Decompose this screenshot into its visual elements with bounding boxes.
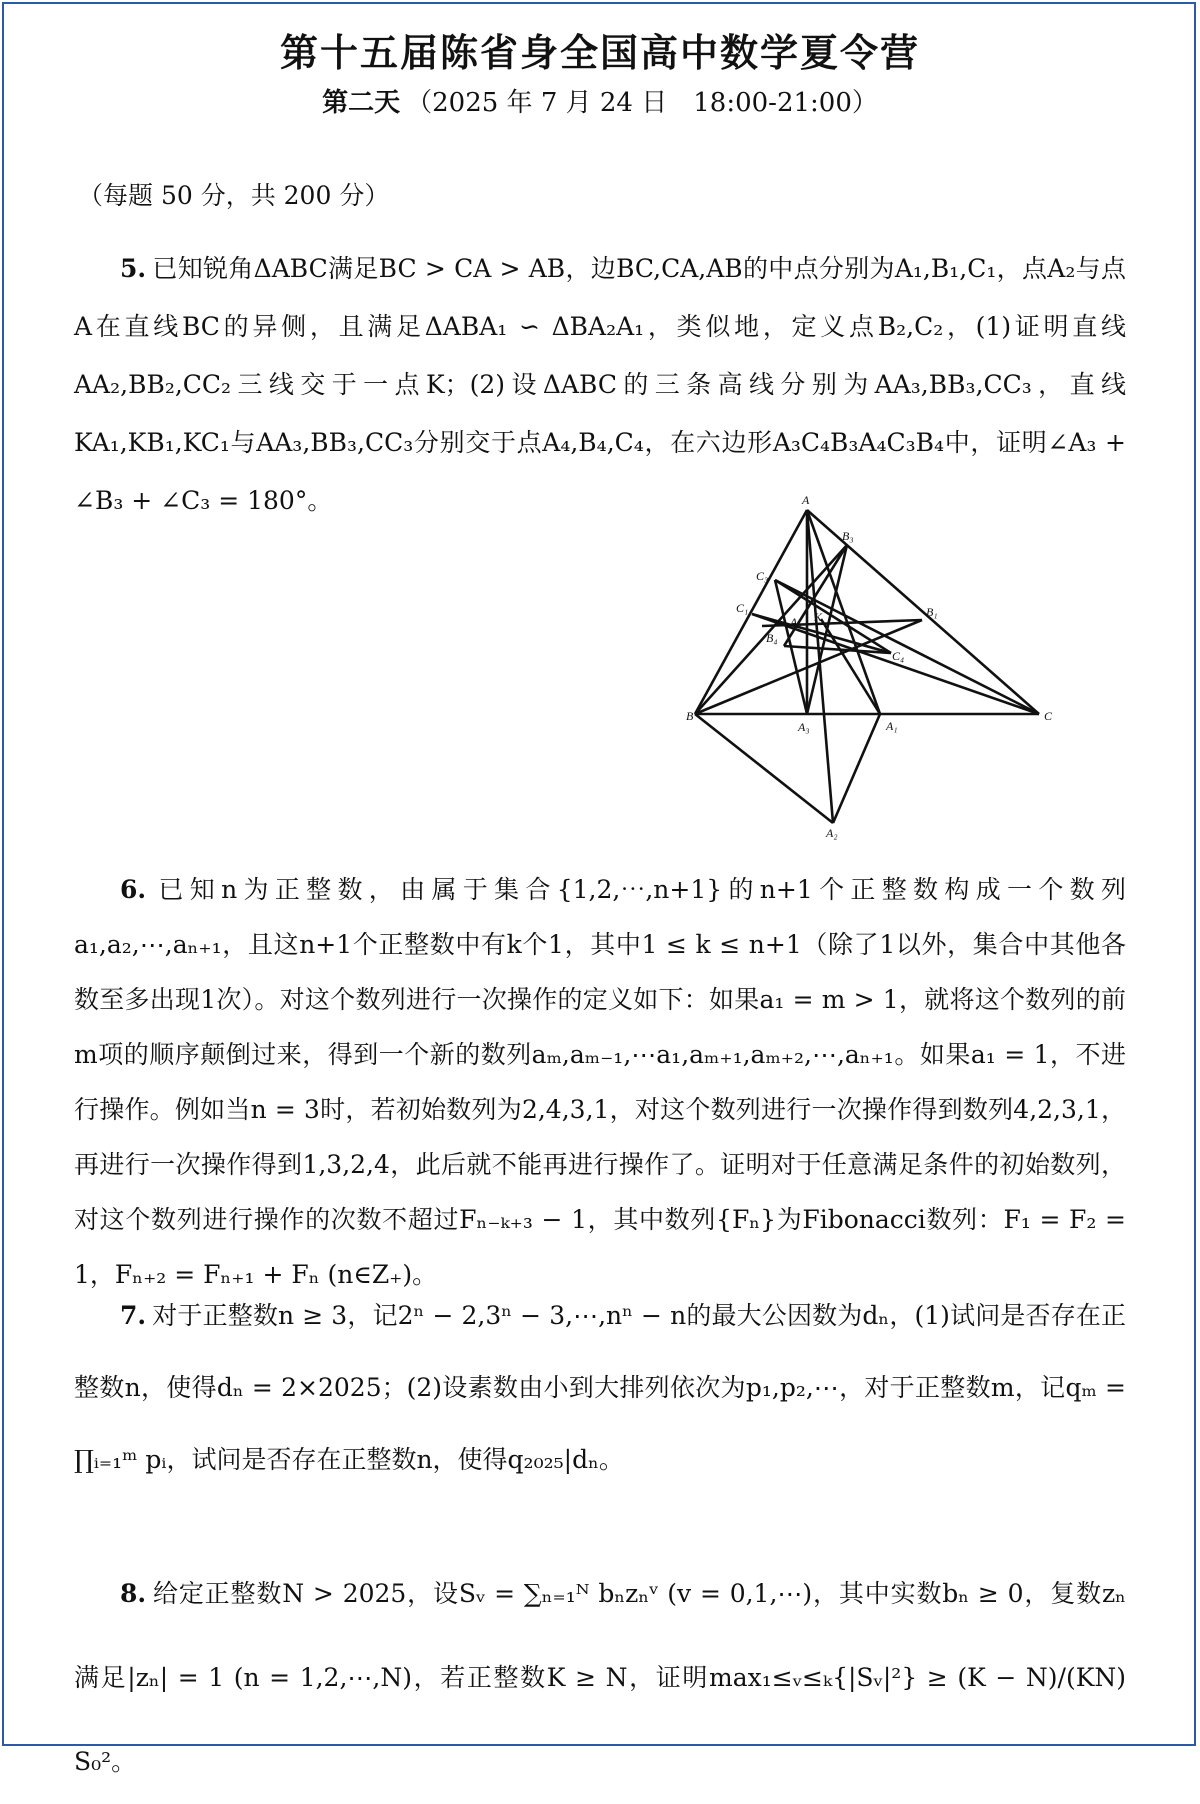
label-a: A [802, 493, 810, 507]
geometry-figure [686, 480, 1096, 840]
label-b3: B₃ [842, 529, 854, 543]
triangle-diagram [686, 480, 1096, 840]
edge-a1-a2 [833, 714, 880, 823]
label-a3: A₃ [798, 720, 810, 734]
problem-8 [74, 1552, 1126, 1804]
exam-day-heading [0, 82, 1200, 119]
problem-number: 7. [120, 1301, 147, 1330]
label-a2: A₂ [826, 826, 838, 840]
problem-6 [74, 862, 1126, 1302]
label-c1: C₁ [736, 601, 749, 615]
exam-time: （2025 年 7 月 24 日 18:00-21:00） [406, 88, 878, 118]
label-a1: A₁ [886, 719, 898, 733]
problem-text: 已知n为正整数，由属于集合{1,2,⋯,n+1}的n+1个正整数构成一个数列a₁,a₂,⋯,aₙ₊₁，且这n+1个正整数中有k个1，其中1 ≤ k ≤ n+1（除了1以外，集合中其他各数至多出现1次）。对这个数列进行一次操作的定义如下：如果a₁ = m > 1，就将这个数列的前m项的顺序颠倒过来，得到一个新的数列aₘ,aₘ₋₁,⋯a₁,aₘ₊₁,aₘ₊₂,⋯,aₙ₊₁。如果a₁ = 1，不进行操作。例如当n = 3时，若初始数列为2,4,3,1，对这个数列进行一次操作得到数列4,2,3,1，再进行一次操作得到1,3,2,4，此后就不能再进行操作了。证明对于任意满足条件的初始数列，对这个数列进行操作的次数不超过Fₙ₋ₖ₊₃ − 1，其中数列{Fₙ}为Fibonacci数列：F₁ = F₂ = 1，Fₙ₊₂ = Fₙ₊₁ + Fₙ (n∈Z₊)。 [74, 875, 1126, 1289]
problem-7 [74, 1280, 1126, 1496]
label-b: B [686, 709, 694, 723]
label-c3: C₃ [756, 569, 769, 583]
altitude-bb3 [695, 545, 847, 714]
label-b1: B₁ [926, 605, 938, 619]
label-c: C [1044, 709, 1053, 723]
problem-text: 已知锐角ΔABC满足BC > CA > AB，边BC,CA,AB的中点分别为A₁,B₁,C₁，点A₂与点A在直线BC的异侧，且满足ΔABA₁ ∽ ΔBA₂A₁，类似地，定义点B₂,C₂，(1)证明直线AA₂,BB₂,CC₂三线交于一点K；(2)设ΔABC的三条高线分别为AA₃,BB₃,CC₃，直线KA₁,KB₁,KC₁与AA₃,BB₃,CC₃分别交于点A₄,B₄,C₄，在六边形A₃C₄B₃A₄C₃B₄中，证明∠A₃ + ∠B₃ + ∠C₃ = 180°。 [74, 254, 1126, 515]
edge-b-a2 [695, 714, 833, 823]
label-a4: A₄ [790, 615, 802, 629]
page-title: 第十五届陈省身全国高中数学夏令营 [279, 31, 920, 75]
problem-number: 6. [120, 875, 147, 904]
exam-day: 第二天 [322, 88, 401, 118]
edge-ab [695, 510, 807, 714]
label-k: K [814, 610, 823, 624]
problem-text: 给定正整数N > 2025，设Sᵥ = ∑ₙ₌₁ᴺ bₙzₙᵛ (v = 0,1,⋯)，其中实数bₙ ≥ 0，复数zₙ满足|zₙ| = 1 (n = 1,2,⋯,N)，若正整数K ≥ N，证明max₁≤ᵥ≤ₖ{|Sᵥ|²} ≥ (K − N)/(KN) S₀²。 [74, 1579, 1126, 1776]
label-b4: B₄ [766, 631, 778, 645]
problem-number: 8. [120, 1579, 147, 1608]
problem-text: 对于正整数n ≥ 3，记2ⁿ − 2,3ⁿ − 3,⋯,nⁿ − n的最大公因数为dₙ，(1)试问是否存在正整数n，使得dₙ = 2×2025；(2)设素数由小到大排列依次为p₁,p₂,⋯，对于正整数m，记qₘ = ∏ᵢ₌₁ᵐ pᵢ，试问是否存在正整数n，使得q₂₀₂₅|dₙ。 [74, 1301, 1126, 1474]
scoring-note: （每题 50 分，共 200 分） [78, 181, 390, 210]
label-c4: C₄ [892, 649, 905, 663]
problem-number: 5. [120, 254, 147, 283]
